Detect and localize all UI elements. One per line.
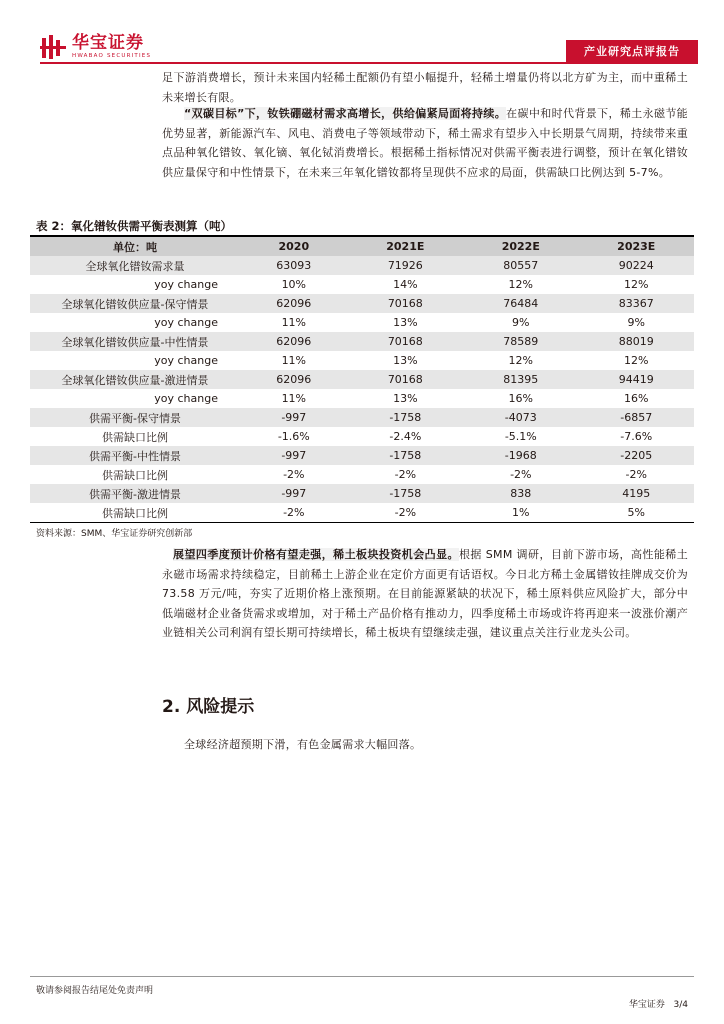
section-title-risk: 2. 风险提示	[162, 697, 255, 717]
table-cell: -1758	[348, 446, 463, 465]
table-cell: 13%	[393, 354, 418, 367]
table-cell: 12%	[508, 278, 533, 291]
table-cell: -5.1%	[504, 430, 537, 443]
table-cell: 11%	[281, 392, 307, 405]
table-cell: 62096	[240, 370, 348, 389]
table-cell: -1.6%	[277, 430, 310, 443]
table-header-cell: 2023E	[579, 237, 695, 256]
table-title: 表 2：氧化镨钕供需平衡表测算（吨）	[36, 219, 233, 233]
table-cell: 70168	[348, 294, 463, 313]
table-row	[30, 313, 694, 332]
table-header-cell: 2020	[240, 237, 348, 256]
table-row	[30, 389, 694, 408]
row-label: 供需平衡-保守情景	[30, 408, 240, 427]
table-cell: -997	[240, 484, 348, 503]
table-cell: 76484	[463, 294, 578, 313]
footer-company: 华宝证券	[628, 1000, 665, 1010]
table-cell: -997	[240, 408, 348, 427]
table-header-row	[30, 237, 694, 256]
paragraph-body: 根据 SMM 调研，目前下游市场，高性能稀土永磁市场需求持续稳定，目前稀土上游企业在定价方面更有话语权。今日北方稀土金属镨钕挂牌成交价为 73.58 万元/吨，夯实了近期价格上涨预期。在目前能源紧缺的状况下，稀土原料供应风险扩大，部分中低端磁材企业备货需求或增加，对于稀土产品价格有推动力，四季度稀土市场或许将再迎来一波涨价潮产业链相关公司利润有望长期可持续增长，稀土板块有望继续走强，建议重点关注行业龙头公司。	[162, 548, 688, 639]
table-cell: 16%	[508, 392, 533, 405]
table-row	[30, 465, 694, 484]
row-label: 供需缺口比例	[102, 506, 168, 520]
table-cell: 90224	[579, 256, 695, 275]
table-cell: -2.4%	[389, 430, 422, 443]
table-row	[30, 503, 694, 522]
row-label: yoy change	[154, 354, 218, 367]
table-cell: -2%	[625, 468, 647, 481]
table-cell: 12%	[624, 354, 649, 367]
table-cell: 12%	[508, 354, 533, 367]
table-cell: 9%	[627, 316, 645, 329]
table-header-cell: 2021E	[348, 237, 463, 256]
paragraph-body: 在碳中和时代背景下，稀土永磁节能优势显著，新能源汽车、风电、消费电子等领域带动下，稀土需求有望步入中长期景气周期，持续带来重点品种氧化镨钕、氧化镝、氧化铽消费增长。根据稀土指标情况对供需平衡表进行调整，预计在氧化镨钕供应量保守和中性情景下，在未来三年氧化镨钕都将呈现供不应求的局面，供需缺口比例达到 5-7%。	[162, 107, 688, 179]
table-cell: 14%	[393, 278, 418, 291]
table-cell: 78589	[463, 332, 578, 351]
table-row	[30, 294, 694, 313]
page-header	[0, 0, 724, 66]
table-cell: -2%	[283, 468, 305, 481]
table-cell: -1758	[348, 408, 463, 427]
table-source: 资料来源：SMM、华宝证券研究创新部	[36, 529, 193, 539]
table-cell: 11%	[281, 354, 307, 367]
paragraph-q4-outlook	[162, 545, 688, 643]
paragraph-lead: “双碳目标”下，钕铁硼磁材需求高增长，供给偏紧局面将持续。	[184, 107, 507, 120]
table-cell: -997	[240, 446, 348, 465]
paragraph-dual-carbon	[162, 104, 688, 182]
row-label: 全球氧化镨钕供应量-中性情景	[30, 332, 240, 351]
paragraph-supply: 足下游消费增长，预计未来国内轻稀土配额仍有望小幅提升，轻稀土增量仍将以北方矿为主，而中重稀土未来增长有限。	[162, 71, 688, 104]
row-label: 全球氧化镨钕供应量-激进情景	[30, 370, 240, 389]
table-cell: -6857	[579, 408, 695, 427]
table-cell: 80557	[463, 256, 578, 275]
row-label: yoy change	[154, 278, 218, 291]
table-cell: -2%	[394, 468, 417, 481]
paragraph-risk: 全球经济超预期下滑，有色金属需求大幅回落。	[184, 738, 422, 751]
page-number: 3/4	[673, 1000, 688, 1010]
table-cell: 1%	[512, 506, 530, 519]
table-header-cell: 单位：吨	[30, 237, 240, 256]
table-cell: 70168	[348, 332, 463, 351]
table-cell: 63093	[240, 256, 348, 275]
paragraph-lead: 展望四季度预计价格有望走强，稀土板块投资机会凸显。	[173, 548, 459, 561]
table-row	[30, 446, 694, 465]
row-label: 全球氧化镨钕供应量-保守情景	[30, 294, 240, 313]
logo-chinese-name: 华宝证券	[72, 33, 144, 53]
table-cell: 81395	[463, 370, 578, 389]
logo-english-name: HWABAO SECURITIES	[72, 53, 152, 59]
table-cell: 838	[463, 484, 578, 503]
table-row	[30, 484, 694, 503]
table-cell: -2%	[394, 506, 417, 519]
table-cell: 94419	[579, 370, 695, 389]
logo-icon	[40, 34, 66, 60]
company-logo	[40, 34, 151, 60]
footer-page-info	[629, 997, 688, 1010]
table-cell: -2%	[510, 468, 532, 481]
table-cell: 13%	[393, 392, 418, 405]
table-cell: 4195	[579, 484, 695, 503]
table-header-cell: 2022E	[463, 237, 578, 256]
table-row	[30, 427, 694, 446]
table-row	[30, 256, 694, 275]
table-cell: -1758	[348, 484, 463, 503]
table-row	[30, 332, 694, 351]
table-cell: 11%	[281, 316, 307, 329]
table-cell: -4073	[463, 408, 578, 427]
table-cell: 83367	[579, 294, 695, 313]
table-bottom-rule	[30, 522, 694, 523]
row-label: 全球氧化镨钕需求量	[30, 256, 240, 275]
table-cell: 88019	[579, 332, 695, 351]
row-label: 供需平衡-中性情景	[30, 446, 240, 465]
table-row	[30, 370, 694, 389]
table-cell: 62096	[240, 294, 348, 313]
table-cell: 12%	[624, 278, 649, 291]
table-cell: 5%	[627, 506, 645, 519]
row-label: 供需缺口比例	[102, 430, 168, 444]
table-cell: 13%	[393, 316, 418, 329]
supply-demand-table	[30, 237, 694, 522]
row-label: 供需缺口比例	[102, 468, 168, 482]
table-cell: 10%	[281, 278, 307, 291]
footer-disclaimer: 敬请参阅报告结尾处免责声明	[36, 986, 154, 996]
table-cell: -2205	[579, 446, 695, 465]
table-cell: -2%	[283, 506, 305, 519]
table-cell: 70168	[348, 370, 463, 389]
table-cell: 16%	[624, 392, 649, 405]
table-cell: -7.6%	[620, 430, 653, 443]
report-type-badge: 产业研究点评报告	[566, 40, 698, 64]
table-cell: 71926	[348, 256, 463, 275]
table-row	[30, 408, 694, 427]
row-label: yoy change	[154, 316, 218, 329]
table-row	[30, 275, 694, 294]
table-cell: 62096	[240, 332, 348, 351]
row-label: 供需平衡-激进情景	[30, 484, 240, 503]
table-cell: 9%	[512, 316, 530, 329]
row-label: yoy change	[154, 392, 218, 405]
table-cell: -1968	[463, 446, 578, 465]
table-row	[30, 351, 694, 370]
footer-divider	[30, 976, 694, 977]
